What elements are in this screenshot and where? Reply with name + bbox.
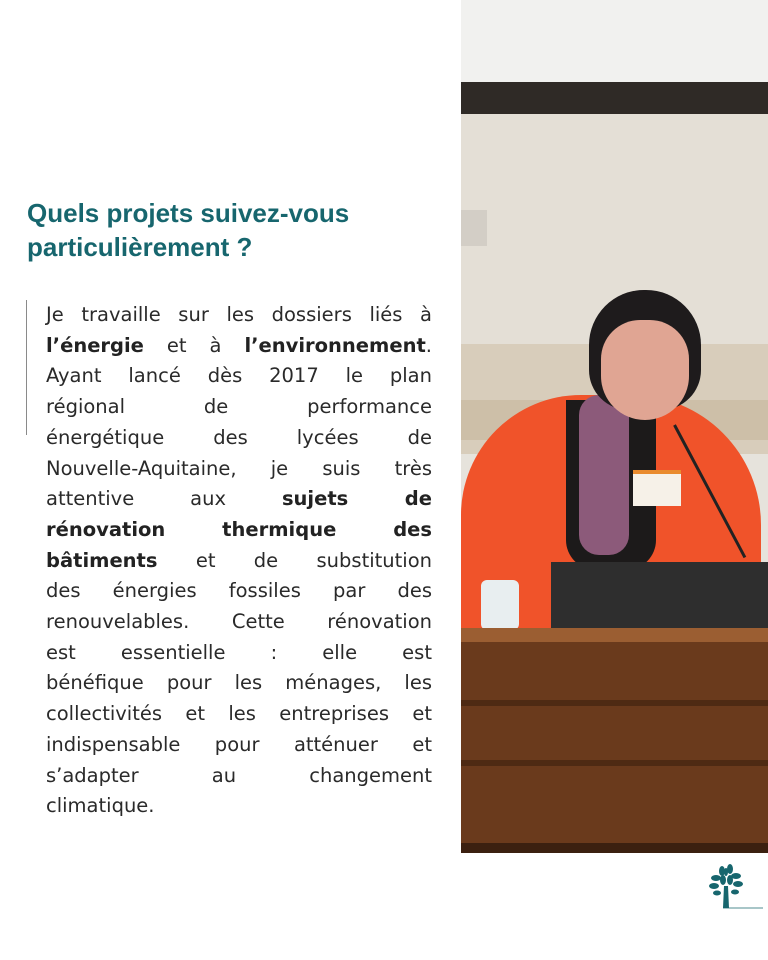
bold-text: l’environnement bbox=[244, 333, 426, 357]
body-line bbox=[46, 361, 432, 392]
body-line bbox=[46, 331, 432, 362]
title-line-1: Quels projets suivez-vous bbox=[27, 198, 350, 228]
text: collectivités et les entreprises et bbox=[46, 702, 432, 726]
body-line bbox=[46, 546, 432, 577]
bold-text: bâtiments bbox=[46, 548, 158, 572]
text: s’adapter au changement bbox=[46, 763, 432, 787]
text: Nouvelle-Aquitaine, je suis très bbox=[46, 456, 432, 480]
body-line bbox=[46, 423, 432, 454]
text: Ayant lancé dès 2017 le plan bbox=[46, 364, 432, 388]
text: climatique. bbox=[46, 794, 155, 818]
body-line bbox=[46, 454, 432, 485]
body-paragraph bbox=[46, 300, 432, 822]
text: régional de performance bbox=[46, 395, 432, 419]
text: et à bbox=[143, 333, 245, 357]
text: . bbox=[425, 333, 432, 357]
text: énergétique des lycées de bbox=[46, 425, 432, 449]
bold-text: rénovation thermique des bbox=[46, 517, 432, 541]
bold-text: l’énergie bbox=[46, 333, 144, 357]
text: indispensable pour atténuer et bbox=[46, 732, 432, 756]
body-line bbox=[46, 668, 432, 699]
body-line bbox=[46, 392, 432, 423]
body-line bbox=[46, 607, 432, 638]
body-line bbox=[46, 761, 432, 792]
body-line bbox=[46, 699, 432, 730]
body-line bbox=[46, 515, 432, 546]
text: et de substitution bbox=[157, 548, 432, 572]
body-line bbox=[46, 576, 432, 607]
quote-bar-divider bbox=[26, 300, 27, 435]
page-title bbox=[27, 196, 447, 264]
text: Je travaille sur les dossiers liés à bbox=[46, 303, 432, 326]
body-line bbox=[46, 730, 432, 761]
text: est essentielle : elle est bbox=[46, 640, 432, 664]
body-line bbox=[46, 791, 432, 822]
text: bénéfique pour les ménages, les bbox=[46, 671, 432, 695]
body-line bbox=[46, 484, 432, 515]
tree-logo-icon bbox=[703, 862, 763, 914]
title-line-2: particulièrement ? bbox=[27, 232, 253, 262]
body-line bbox=[46, 300, 432, 331]
speaker-photo bbox=[461, 0, 768, 853]
text: attentive aux bbox=[46, 487, 282, 511]
text: des énergies fossiles par des bbox=[46, 579, 432, 603]
bold-text: sujets de bbox=[281, 487, 432, 511]
text: renouvelables. Cette rénovation bbox=[46, 610, 432, 634]
body-line bbox=[46, 638, 432, 669]
